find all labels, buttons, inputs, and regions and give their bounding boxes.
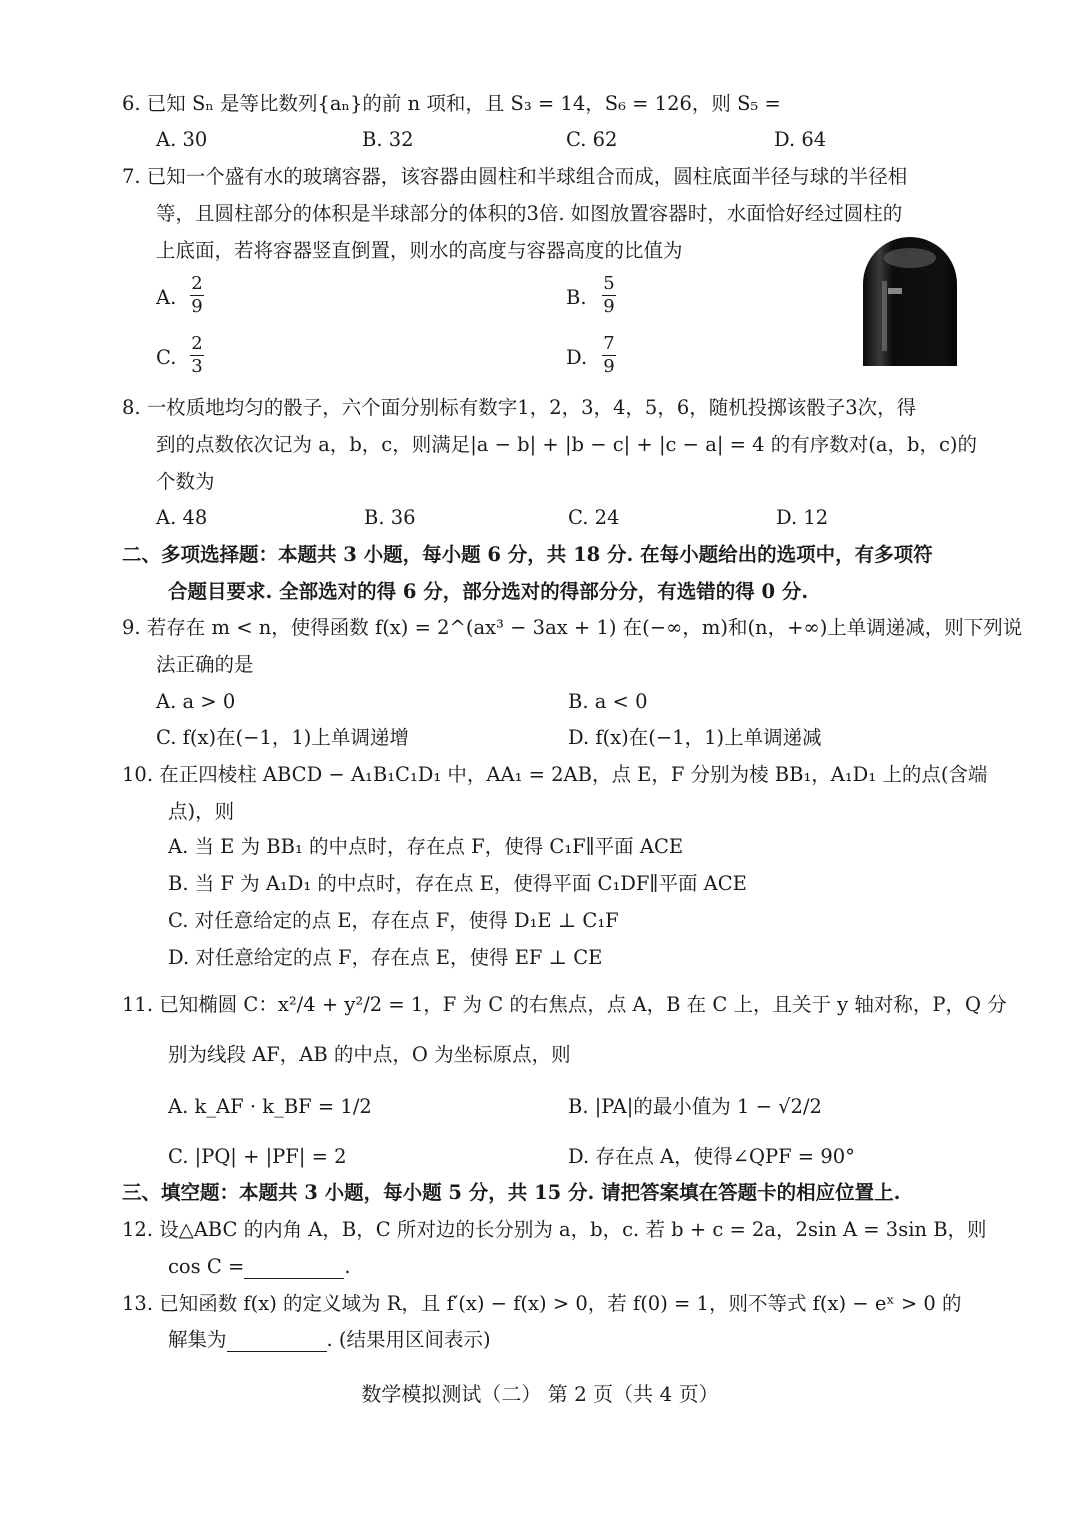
q13-answer-line	[168, 1328, 491, 1352]
q10-option-a: A. 当 E 为 BB₁ 的中点时，存在点 F，使得 C₁F∥平面 ACE	[168, 835, 684, 858]
q10-option-c: C. 对任意给定的点 E，存在点 F，使得 D₁E ⊥ C₁F	[168, 909, 619, 932]
q13-answer-blank[interactable]	[227, 1333, 327, 1352]
q13-answer-suffix: . (结果用区间表示)	[326, 1328, 491, 1351]
q11-line: 别为线段 AF，AB 的中点，O 为坐标原点，则	[168, 1043, 571, 1066]
q11-option-b: B. |PA|的最小值为 1 − √2/2	[568, 1095, 822, 1118]
q10-line: 点)，则	[168, 800, 235, 823]
q9-option-a: A. a > 0	[156, 690, 236, 713]
denominator: 9	[603, 356, 615, 377]
q10-option-d: D. 对任意给定的点 F，存在点 E，使得 EF ⊥ CE	[168, 946, 603, 969]
q9-option-d: D. f(x)在(−1，1)上单调递减	[568, 726, 822, 749]
q11-line: 11. 已知椭圆 C：x²/4 + y²/2 = 1，F 为 C 的右焦点，点 A，B 在 C 上，且关于 y 轴对称，P，Q 分	[122, 993, 1007, 1016]
q8-option-c: C. 24	[568, 506, 620, 529]
numerator: 2	[191, 333, 203, 354]
q7-option-d-label: D.	[566, 346, 588, 369]
q11-option-a: A. k_AF · k_BF = 1/2	[168, 1095, 372, 1118]
q7-option-c-fraction	[190, 334, 204, 377]
page-footer: 数学模拟测试（二） 第 2 页（共 4 页）	[361, 1382, 719, 1406]
q7-option-b-fraction	[602, 274, 616, 317]
q13-line: 13. 已知函数 f(x) 的定义域为 R，且 f′(x) − f(x) > 0，若 f(0) = 1，则不等式 f(x) − eˣ > 0 的	[122, 1292, 962, 1315]
denominator: 9	[603, 296, 615, 317]
q6-option-b: B. 32	[362, 128, 414, 151]
numerator: 2	[191, 273, 203, 294]
q11-option-d: D. 存在点 A，使得∠QPF = 90°	[568, 1145, 855, 1168]
q12-answer-prefix: cos C =	[168, 1255, 245, 1278]
q6-option-a: A. 30	[156, 128, 208, 151]
q11-option-c: C. |PQ| + |PF| = 2	[168, 1145, 347, 1168]
section3-heading: 三、填空题：本题共 3 小题，每小题 5 分，共 15 分. 请把答案填在答题卡的相应位置上.	[122, 1181, 901, 1204]
numerator: 7	[603, 333, 615, 354]
q9-option-b: B. a < 0	[568, 690, 648, 713]
q7-option-d-fraction	[602, 334, 616, 377]
q7-option-b-label: B.	[566, 286, 587, 309]
section2-heading-cont: 合题目要求. 全部选对的得 6 分，部分选对的得部分分，有选错的得 0 分.	[168, 580, 809, 603]
denominator: 3	[191, 356, 203, 377]
q12-line: 12. 设△ABC 的内角 A，B，C 所对边的长分别为 a，b，c. 若 b + c = 2a，2sin A = 3sin B，则	[122, 1218, 987, 1241]
q12-answer-line	[168, 1255, 351, 1279]
q8-option-a: A. 48	[156, 506, 208, 529]
q8-line: 到的点数依次记为 a，b，c，则满足|a − b| + |b − c| + |c − a| = 4 的有序数对(a，b，c)的	[156, 433, 977, 456]
q12-answer-blank[interactable]	[244, 1260, 344, 1279]
q7-option-a-label: A.	[156, 286, 177, 309]
denominator: 9	[191, 296, 203, 317]
q9-line: 法正确的是	[156, 653, 254, 676]
q10-line: 10. 在正四棱柱 ABCD − A₁B₁C₁D₁ 中，AA₁ = 2AB，点 E，F 分别为棱 BB₁，A₁D₁ 上的点(含端	[122, 763, 988, 786]
q6-option-c: C. 62	[566, 128, 618, 151]
period: .	[344, 1255, 351, 1278]
section2-heading: 二、多项选择题：本题共 3 小题，每小题 6 分，共 18 分. 在每小题给出的选项中，有多项符	[122, 543, 933, 566]
q9-line: 9. 若存在 m < n，使得函数 f(x) = 2^(ax³ − 3ax + 1) 在(−∞，m)和(n，+∞)上单调递减，则下列说	[122, 616, 1023, 639]
q9-option-c: C. f(x)在(−1，1)上单调递增	[156, 726, 409, 749]
q8-option-d: D. 12	[776, 506, 829, 529]
q10-option-b: B. 当 F 为 A₁D₁ 的中点时，存在点 E，使得平面 C₁DF∥平面 ACE	[168, 872, 747, 895]
q7-option-c-label: C.	[156, 346, 177, 369]
q13-answer-prefix: 解集为	[168, 1328, 227, 1351]
q6-option-d: D. 64	[774, 128, 827, 151]
q8-line: 个数为	[156, 470, 215, 493]
q7-option-a-fraction	[190, 274, 204, 317]
q7-line: 7. 已知一个盛有水的玻璃容器，该容器由圆柱和半球组合而成，圆柱底面半径与球的半径相	[122, 165, 908, 188]
glass-container-figure	[860, 236, 960, 368]
numerator: 5	[603, 273, 615, 294]
q7-line: 上底面，若将容器竖直倒置，则水的高度与容器高度的比值为	[156, 239, 683, 262]
q8-line: 8. 一枚质地均匀的骰子，六个面分别标有数字1，2，3，4，5，6，随机投掷该骰子3次，得	[122, 396, 917, 419]
q8-option-b: B. 36	[364, 506, 416, 529]
q6-stem: 6. 已知 Sₙ 是等比数列{aₙ}的前 n 项和，且 S₃ = 14，S₆ = 126，则 S₅ =	[122, 92, 781, 115]
q7-line: 等，且圆柱部分的体积是半球部分的体积的3倍. 如图放置容器时，水面恰好经过圆柱的	[156, 202, 903, 225]
